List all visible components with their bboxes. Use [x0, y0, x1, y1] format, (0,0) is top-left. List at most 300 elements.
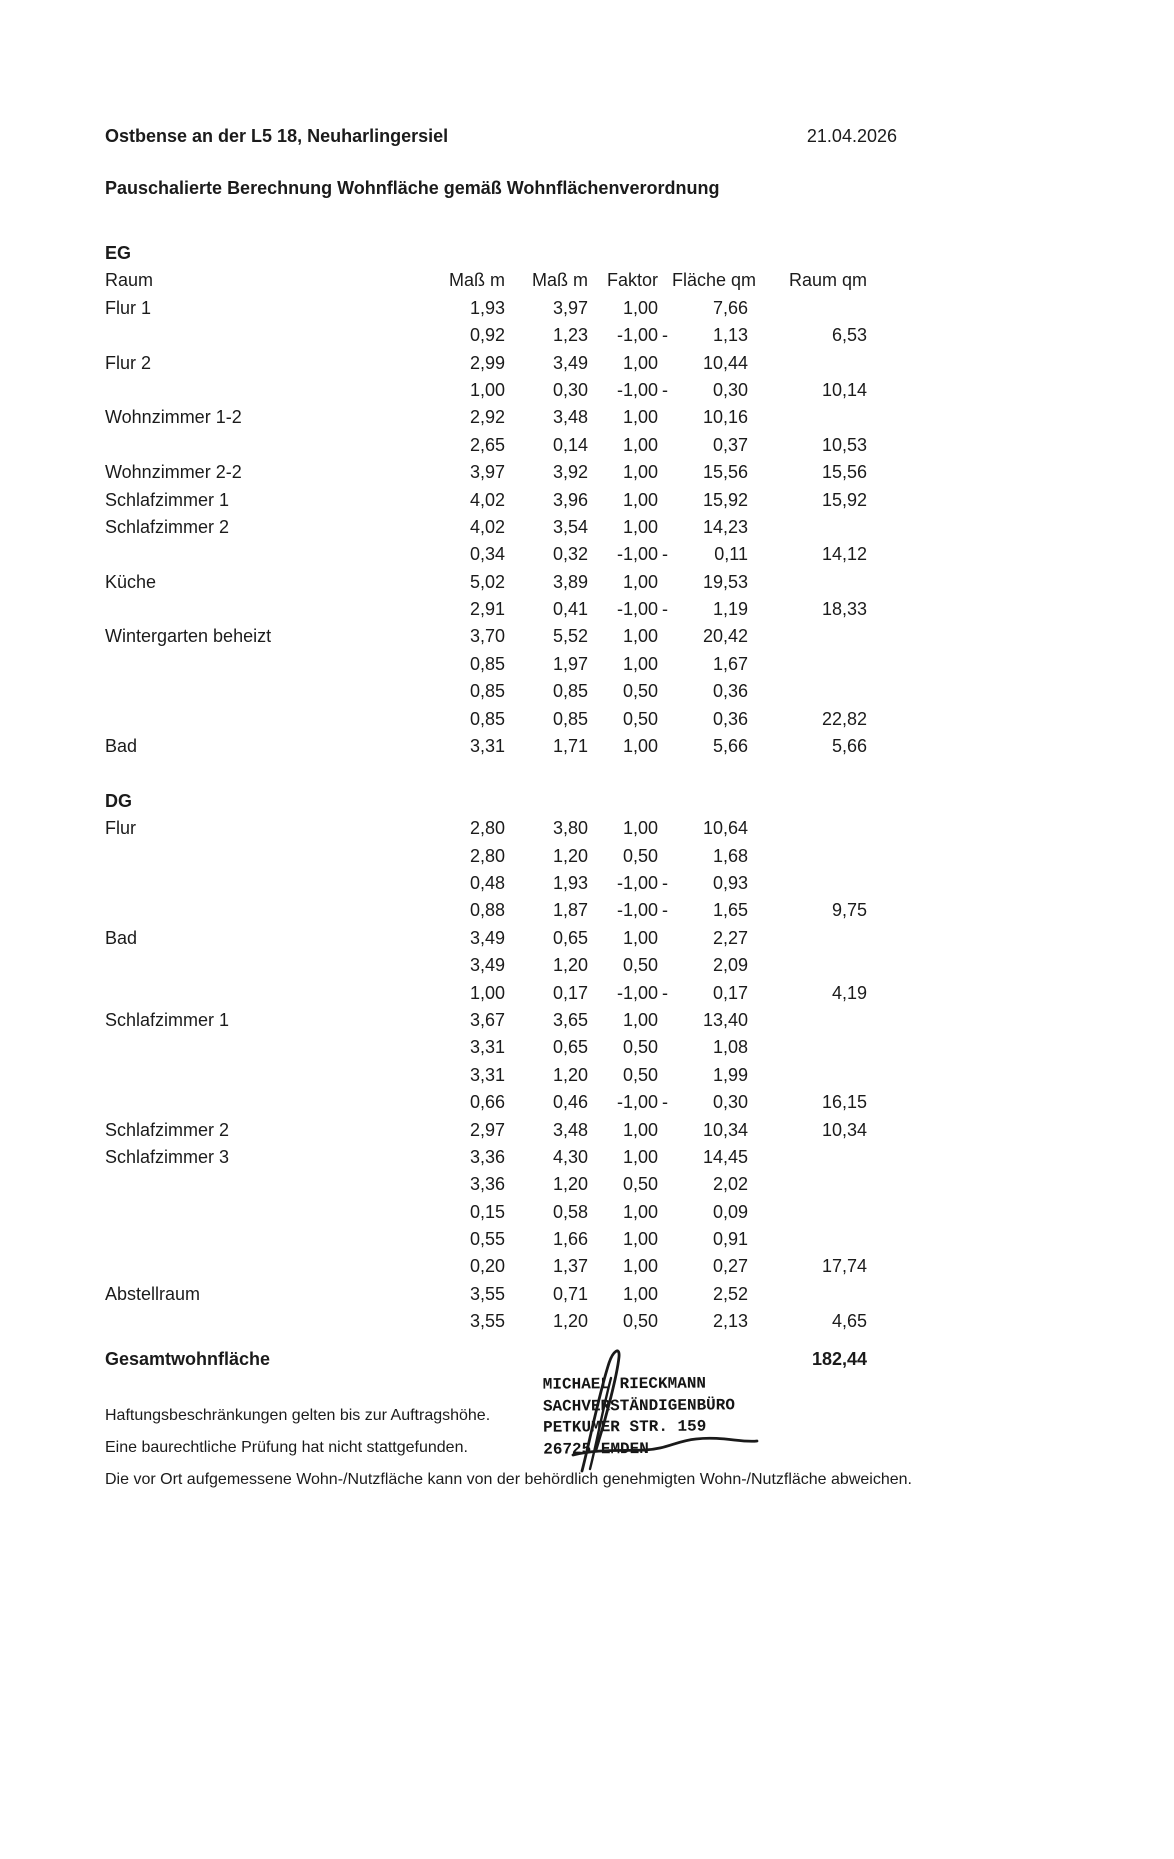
cell-mass2: 0,65: [552, 927, 588, 948]
cell-mass2: 0,41: [552, 599, 588, 620]
cell-mass1: 0,66: [469, 1092, 505, 1113]
table-row: [105, 1171, 867, 1198]
cell-mass1: 3,49: [469, 927, 505, 948]
cell-mass1: 0,15: [469, 1201, 505, 1222]
cell-mass2: 1,20: [552, 1064, 588, 1085]
cell-faktor: 0,50: [622, 1064, 658, 1085]
cell-flaeche: 13,40: [702, 1009, 748, 1030]
cell-raumqm: 22,82: [821, 708, 867, 729]
table-row: [105, 459, 867, 486]
table-row: [105, 1007, 867, 1034]
cell-faktor: 1,00: [622, 434, 658, 455]
cell-minus: [658, 1308, 672, 1335]
cell-raum: [105, 706, 405, 733]
cell-flaeche: 0,11: [714, 544, 748, 565]
cell-raumqm: [748, 295, 867, 322]
table-section: [105, 788, 867, 1336]
cell-raumqm: 4,19: [831, 982, 867, 1003]
cell-mass2: 1,23: [552, 325, 588, 346]
cell-faktor: 1,00: [622, 1256, 658, 1277]
table-row: [105, 897, 867, 924]
stamp-line-street: PETKUMER STR. 159: [543, 1417, 707, 1438]
cell-mass2: 0,65: [552, 1037, 588, 1058]
table-row: [105, 1089, 867, 1116]
cell-flaeche: 0,93: [712, 872, 748, 893]
cell-raum: Küche: [105, 571, 157, 592]
table-row: [105, 514, 867, 541]
table-row: [105, 1144, 867, 1171]
cell-raum: [105, 678, 405, 705]
cell-faktor: 1,00: [622, 462, 658, 483]
cell-minus: -: [662, 544, 668, 565]
cell-mass1: 2,99: [469, 352, 505, 373]
table-row: [105, 377, 867, 404]
cell-raum: [105, 541, 405, 568]
footnote-liability: Haftungsbeschränkungen gelten bis zur Auftragshöhe.: [105, 1407, 491, 1424]
cell-raumqm: [748, 815, 867, 842]
table-row: [105, 733, 867, 760]
cell-raum: [105, 596, 405, 623]
cell-mass1: 3,70: [469, 626, 505, 647]
cell-minus: [658, 1171, 672, 1198]
cell-raum: [105, 980, 405, 1007]
cell-mass2: 1,97: [552, 653, 588, 674]
cell-mass1: 2,91: [469, 599, 505, 620]
cell-minus: [658, 1062, 672, 1089]
cell-minus: [658, 1007, 672, 1034]
cell-raum: [105, 1226, 405, 1253]
cell-mass2: 5,52: [552, 626, 588, 647]
cell-mass1: 3,67: [469, 1009, 505, 1030]
cell-minus: -: [662, 872, 668, 893]
cell-raumqm: 10,14: [821, 379, 867, 400]
cell-raumqm: [748, 651, 867, 678]
cell-mass1: 3,36: [469, 1174, 505, 1195]
cell-mass1: 0,34: [469, 544, 505, 565]
cell-flaeche: 0,27: [712, 1256, 748, 1277]
calculation-table: [105, 240, 867, 1336]
cell-mass1: 0,20: [469, 1256, 505, 1277]
table-row: [105, 1253, 867, 1280]
cell-faktor: 0,50: [622, 708, 658, 729]
column-header-flaeche: Fläche qm: [672, 270, 757, 291]
column-header-mass1: Maß m: [449, 270, 505, 291]
cell-faktor: -1,00: [616, 325, 658, 346]
table-row: [105, 541, 867, 568]
cell-flaeche: 2,02: [712, 1174, 748, 1195]
cell-mass2: 3,96: [552, 489, 588, 510]
cell-minus: -: [662, 900, 668, 921]
cell-raumqm: [748, 404, 867, 431]
cell-mass2: 1,20: [552, 955, 588, 976]
cell-raumqm: 10,34: [821, 1119, 867, 1140]
cell-mass1: 4,02: [469, 489, 505, 510]
table-row: [105, 678, 867, 705]
cell-minus: [658, 569, 672, 596]
table-row: [105, 432, 867, 459]
cell-raum: [105, 843, 405, 870]
cell-raumqm: [748, 1062, 867, 1089]
cell-flaeche: 1,19: [712, 599, 748, 620]
cell-faktor: -1,00: [616, 599, 658, 620]
cell-minus: [658, 1117, 672, 1144]
cell-faktor: 0,50: [622, 955, 658, 976]
cell-mass1: 0,85: [469, 681, 505, 702]
cell-mass1: 1,93: [469, 297, 505, 318]
cell-faktor: 1,00: [622, 1009, 658, 1030]
cell-mass1: 3,31: [469, 1037, 505, 1058]
table-row: [105, 651, 867, 678]
cell-faktor: 0,50: [622, 1037, 658, 1058]
cell-raumqm: 18,33: [821, 599, 867, 620]
document-header: [105, 124, 897, 148]
cell-raum: [105, 651, 405, 678]
cell-flaeche: 20,42: [702, 626, 748, 647]
cell-faktor: 1,00: [622, 927, 658, 948]
cell-mass2: 1,20: [552, 1311, 588, 1332]
cell-raum: [105, 1171, 405, 1198]
cell-mass2: 3,89: [552, 571, 588, 592]
cell-raum: [105, 1199, 405, 1226]
cell-raumqm: [748, 623, 867, 650]
cell-minus: [658, 1253, 672, 1280]
cell-mass2: 3,80: [552, 818, 588, 839]
cell-mass1: 3,97: [469, 462, 505, 483]
cell-faktor: 1,00: [622, 352, 658, 373]
cell-flaeche: 1,08: [712, 1037, 748, 1058]
cell-faktor: 1,00: [622, 571, 658, 592]
cell-raumqm: [748, 1034, 867, 1061]
cell-mass2: 0,85: [552, 708, 588, 729]
cell-flaeche: 10,34: [702, 1119, 748, 1140]
cell-raum: [105, 377, 405, 404]
cell-flaeche: 10,44: [702, 352, 748, 373]
cell-raumqm: [748, 925, 867, 952]
total-value: 182,44: [811, 1349, 867, 1369]
cell-raum: [105, 1253, 405, 1280]
cell-faktor: 1,00: [622, 626, 658, 647]
cell-faktor: -1,00: [616, 1092, 658, 1113]
cell-flaeche: 0,30: [712, 379, 748, 400]
cell-raumqm: 15,56: [821, 462, 867, 483]
section-label: EG: [105, 243, 132, 263]
cell-raum: [105, 322, 405, 349]
cell-flaeche: 19,53: [702, 571, 748, 592]
cell-faktor: 1,00: [622, 1146, 658, 1167]
cell-mass2: 3,48: [552, 407, 588, 428]
cell-raumqm: [748, 1226, 867, 1253]
cell-faktor: -1,00: [616, 982, 658, 1003]
cell-mass2: 1,20: [552, 845, 588, 866]
cell-raum: Schlafzimmer 3: [105, 1146, 230, 1167]
cell-raumqm: 16,15: [821, 1092, 867, 1113]
cell-raum: Schlafzimmer 2: [105, 1119, 230, 1140]
table-row: [105, 1199, 867, 1226]
cell-flaeche: 0,17: [712, 982, 748, 1003]
cell-minus: -: [662, 379, 668, 400]
table-row: [105, 1226, 867, 1253]
cell-faktor: 1,00: [622, 736, 658, 757]
column-header-raum: Raum: [105, 270, 154, 291]
cell-flaeche: 2,27: [712, 927, 748, 948]
cell-flaeche: 0,36: [712, 708, 748, 729]
cell-mass1: 0,85: [469, 708, 505, 729]
cell-minus: [658, 651, 672, 678]
cell-minus: [658, 1281, 672, 1308]
cell-flaeche: 0,09: [712, 1201, 748, 1222]
cell-raum: Wohnzimmer 2-2: [105, 462, 242, 483]
cell-minus: [658, 1144, 672, 1171]
cell-flaeche: 15,56: [702, 462, 748, 483]
cell-raumqm: [748, 1007, 867, 1034]
cell-faktor: 1,00: [622, 1119, 658, 1140]
cell-mass2: 0,85: [552, 681, 588, 702]
cell-minus: [658, 432, 672, 459]
table-row: [105, 1034, 867, 1061]
cell-minus: -: [662, 325, 668, 346]
cell-flaeche: 0,91: [712, 1229, 748, 1250]
cell-faktor: 0,50: [622, 1174, 658, 1195]
total-row: [105, 1348, 867, 1370]
cell-raumqm: 17,74: [821, 1256, 867, 1277]
column-header-row: [105, 267, 867, 294]
cell-minus: -: [662, 599, 668, 620]
cell-faktor: -1,00: [616, 900, 658, 921]
cell-mass2: 4,30: [552, 1146, 588, 1167]
cell-mass2: 0,17: [552, 982, 588, 1003]
table-row: [105, 952, 867, 979]
cell-faktor: 1,00: [622, 653, 658, 674]
cell-minus: [658, 487, 672, 514]
cell-mass2: 3,49: [552, 352, 588, 373]
cell-minus: [658, 1034, 672, 1061]
cell-minus: [658, 1226, 672, 1253]
cell-raum: [105, 1062, 405, 1089]
cell-minus: [658, 925, 672, 952]
cell-raumqm: 4,65: [831, 1311, 867, 1332]
cell-mass1: 5,02: [469, 571, 505, 592]
cell-flaeche: 1,68: [712, 845, 748, 866]
cell-flaeche: 14,23: [702, 516, 748, 537]
cell-flaeche: 2,52: [712, 1283, 748, 1304]
document-title: Pauschalierte Berechnung Wohnfläche gemäß Wohnflächenverordnung: [105, 178, 720, 198]
cell-mass2: 3,97: [552, 297, 588, 318]
cell-faktor: 1,00: [622, 489, 658, 510]
footnotes: [105, 1406, 912, 1502]
cell-mass2: 3,54: [552, 516, 588, 537]
cell-raumqm: [748, 843, 867, 870]
table-row: [105, 870, 867, 897]
cell-mass1: 3,55: [469, 1311, 505, 1332]
cell-flaeche: 15,92: [702, 489, 748, 510]
cell-raum: Schlafzimmer 1: [105, 1009, 230, 1030]
cell-raumqm: [748, 1144, 867, 1171]
cell-mass2: 1,93: [552, 872, 588, 893]
section-label: DG: [105, 790, 132, 811]
table-row: [105, 322, 867, 349]
cell-mass2: 0,14: [552, 434, 588, 455]
cell-faktor: 0,50: [622, 681, 658, 702]
cell-faktor: 1,00: [622, 818, 658, 839]
cell-faktor: 0,50: [622, 845, 658, 866]
stamp-line-office: SACHVERSTÄNDIGENBÜRO: [542, 1396, 736, 1416]
cell-raum: Schlafzimmer 1: [105, 489, 230, 510]
cell-raum: Wintergarten beheizt: [105, 626, 272, 647]
cell-faktor: -1,00: [616, 544, 658, 565]
table-row: [105, 596, 867, 623]
cell-mass2: 0,71: [552, 1283, 588, 1304]
cell-mass1: 0,92: [469, 325, 505, 346]
cell-raumqm: [748, 952, 867, 979]
cell-raumqm: 15,92: [821, 489, 867, 510]
cell-minus: [658, 350, 672, 377]
column-header-mass2: Maß m: [532, 270, 588, 291]
cell-raum: [105, 870, 405, 897]
cell-minus: [658, 404, 672, 431]
cell-raum: Schlafzimmer 2: [105, 516, 230, 537]
cell-raumqm: [748, 569, 867, 596]
table-row: [105, 569, 867, 596]
cell-raum: [105, 897, 405, 924]
table-row: [105, 980, 867, 1007]
cell-minus: [658, 843, 672, 870]
cell-flaeche: 1,99: [712, 1064, 748, 1085]
cell-mass1: 3,55: [469, 1283, 505, 1304]
cell-mass2: 1,71: [552, 736, 588, 757]
cell-mass1: 2,65: [469, 434, 505, 455]
cell-flaeche: 1,67: [712, 653, 748, 674]
table-row: [105, 815, 867, 842]
cell-mass2: 0,30: [552, 379, 588, 400]
cell-raum: [105, 1034, 405, 1061]
cell-flaeche: 0,37: [712, 434, 748, 455]
cell-mass2: 0,32: [552, 544, 588, 565]
cell-mass1: 3,49: [469, 955, 505, 976]
stamp-line-city: 26725 EMDEN: [543, 1440, 649, 1459]
cell-faktor: 1,00: [622, 1201, 658, 1222]
table-row: [105, 925, 867, 952]
table-row: [105, 706, 867, 733]
cell-minus: [658, 295, 672, 322]
cell-minus: -: [662, 1092, 668, 1113]
cell-minus: [658, 623, 672, 650]
table-row: [105, 350, 867, 377]
cell-raum: Abstellraum: [105, 1283, 201, 1304]
cell-minus: -: [662, 982, 668, 1003]
cell-mass1: 3,31: [469, 736, 505, 757]
cell-mass1: 2,80: [469, 818, 505, 839]
cell-raum: Wohnzimmer 1-2: [105, 407, 242, 428]
table-row: [105, 1062, 867, 1089]
footnote-building-law: Eine baurechtliche Prüfung hat nicht stattgefunden.: [105, 1439, 468, 1456]
table-row: [105, 404, 867, 431]
cell-raumqm: [748, 514, 867, 541]
cell-mass2: 1,66: [552, 1229, 588, 1250]
cell-mass1: 0,88: [469, 900, 505, 921]
cell-minus: [658, 815, 672, 842]
document-date: 21.04.2026: [806, 126, 897, 146]
cell-mass1: 1,00: [469, 379, 505, 400]
cell-flaeche: 5,66: [712, 736, 748, 757]
cell-mass1: 0,85: [469, 653, 505, 674]
cell-raumqm: [748, 678, 867, 705]
table-row: [105, 623, 867, 650]
cell-raumqm: [748, 1171, 867, 1198]
table-row: [105, 1281, 867, 1308]
cell-flaeche: 10,64: [702, 818, 748, 839]
cell-faktor: 1,00: [622, 516, 658, 537]
cell-raum: Bad: [105, 927, 138, 948]
cell-flaeche: 10,16: [702, 407, 748, 428]
cell-minus: [658, 678, 672, 705]
cell-raumqm: 10,53: [821, 434, 867, 455]
cell-mass2: 3,48: [552, 1119, 588, 1140]
cell-faktor: 0,50: [622, 1311, 658, 1332]
table-row: [105, 295, 867, 322]
cell-faktor: 1,00: [622, 407, 658, 428]
cell-minus: [658, 1199, 672, 1226]
column-header-raumqm: Raum qm: [788, 270, 867, 291]
cell-raumqm: [748, 1281, 867, 1308]
table-row: [105, 487, 867, 514]
cell-raumqm: 6,53: [831, 325, 867, 346]
cell-mass2: 3,92: [552, 462, 588, 483]
cell-faktor: 1,00: [622, 1283, 658, 1304]
cell-raum: Flur 2: [105, 352, 152, 373]
cell-faktor: 1,00: [622, 297, 658, 318]
cell-minus: [658, 514, 672, 541]
cell-raum: Flur: [105, 818, 136, 839]
cell-flaeche: 2,13: [712, 1311, 748, 1332]
cell-raumqm: [748, 350, 867, 377]
cell-flaeche: 0,36: [712, 681, 748, 702]
cell-raum: [105, 952, 405, 979]
cell-flaeche: 2,09: [712, 955, 748, 976]
cell-raumqm: [748, 1199, 867, 1226]
cell-minus: [658, 459, 672, 486]
cell-mass1: 0,55: [469, 1229, 505, 1250]
cell-flaeche: 7,66: [712, 297, 748, 318]
cell-mass1: 2,97: [469, 1119, 505, 1140]
cell-mass2: 0,58: [552, 1201, 588, 1222]
cell-mass1: 4,02: [469, 516, 505, 537]
table-section: [105, 240, 867, 760]
cell-mass1: 2,92: [469, 407, 505, 428]
cell-mass2: 3,65: [552, 1009, 588, 1030]
cell-raum: [105, 1089, 405, 1116]
table-row: [105, 1117, 867, 1144]
cell-raumqm: 14,12: [821, 544, 867, 565]
cell-flaeche: 0,30: [712, 1092, 748, 1113]
cell-mass1: 3,36: [469, 1146, 505, 1167]
table-row: [105, 1308, 867, 1335]
cell-minus: [658, 952, 672, 979]
cell-mass2: 1,87: [552, 900, 588, 921]
cell-raum: Flur 1: [105, 297, 152, 318]
total-label: Gesamtwohnfläche: [105, 1349, 271, 1369]
footnote-deviation: Die vor Ort aufgemessene Wohn-/Nutzfläche kann von der behördlich genehmigten Wohn-/Nutzfläche abweichen.: [105, 1471, 912, 1488]
cell-minus: [658, 733, 672, 760]
cell-mass2: 1,20: [552, 1174, 588, 1195]
cell-mass1: 2,80: [469, 845, 505, 866]
column-header-spacer: [658, 267, 672, 294]
cell-faktor: -1,00: [616, 379, 658, 400]
cell-minus: [658, 706, 672, 733]
cell-mass2: 1,37: [552, 1256, 588, 1277]
cell-faktor: 1,00: [622, 1229, 658, 1250]
column-header-faktor: Faktor: [606, 270, 658, 291]
cell-flaeche: 1,65: [712, 900, 748, 921]
